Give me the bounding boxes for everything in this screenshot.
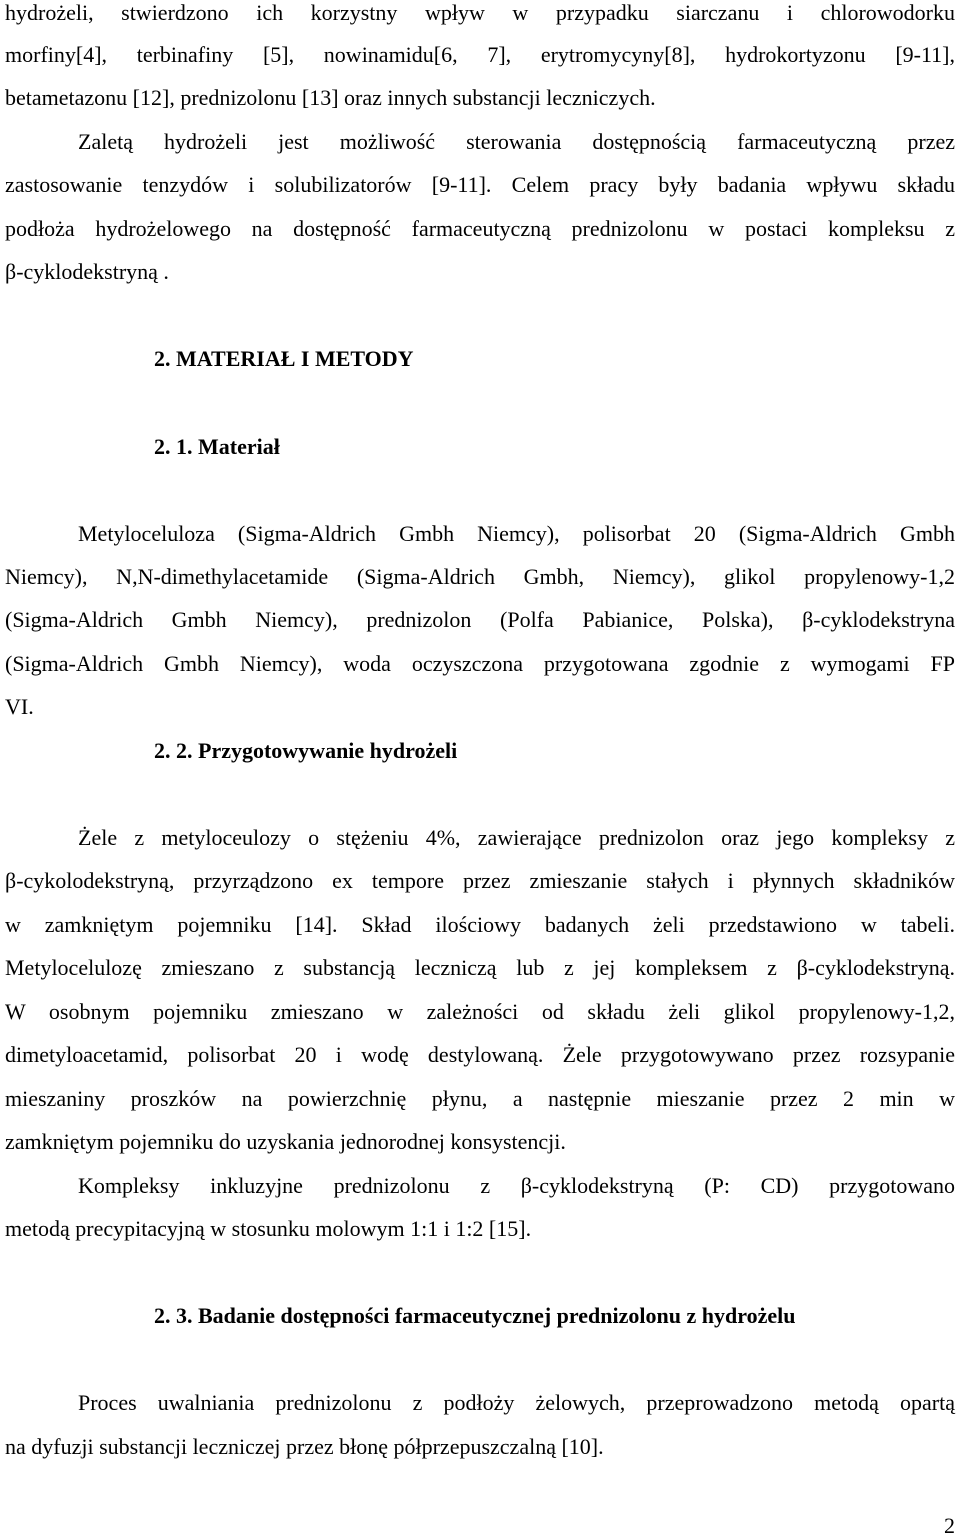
paragraph-line: dimetyloacetamid, polisorbat 20 i wodę destylowaną. Żele przygotowywano przez rozsypanie bbox=[5, 1042, 955, 1067]
paragraph-line: (Sigma-Aldrich Gmbh Niemcy), woda oczyszczona przygotowana zgodnie z wymogami FP bbox=[5, 651, 955, 676]
paragraph-line: Kompleksy inkluzyjne prednizolonu z β-cyklodekstryną (P: CD) przygotowano bbox=[78, 1173, 955, 1198]
paragraph-line: na dyfuzji substancji leczniczej przez błonę półprzepuszczalną [10]. bbox=[5, 1434, 604, 1459]
paragraph-line: Żele z metyloceulozy o stężeniu 4%, zawierające prednizolon oraz jego kompleksy z bbox=[78, 825, 955, 850]
paragraph-line: mieszaniny proszków na powierzchnię płynu, a następnie mieszanie przez 2 min w bbox=[5, 1086, 955, 1111]
paragraph-line: morfiny[4], terbinafiny [5], nowinamidu[6, 7], erytromycyny[8], hydrokortyzonu [9-11], bbox=[5, 42, 955, 67]
paragraph-line: W osobnym pojemniku zmieszano w zależności od składu żeli glikol propylenowy-1,2, bbox=[5, 999, 955, 1024]
subsection-heading: 2. 1. Materiał bbox=[154, 434, 280, 459]
paragraph-line: Zaletą hydrożeli jest możliwość sterowania dostępnością farmaceutyczną przez bbox=[78, 129, 955, 154]
paragraph-line: Metyloceluloza (Sigma-Aldrich Gmbh Niemcy), polisorbat 20 (Sigma-Aldrich Gmbh bbox=[78, 521, 955, 546]
subsection-heading: 2. 2. Przygotowywanie hydrożeli bbox=[154, 738, 458, 763]
paragraph-line: w zamkniętym pojemniku [14]. Skład ilościowy badanych żeli przedstawiono w tabeli. bbox=[5, 912, 955, 937]
paragraph-line: zastosowanie tenzydów i solubilizatorów [9-11]. Celem pracy były badania wpływu składu bbox=[5, 172, 955, 197]
paragraph-line: Metylocelulozę zmieszano z substancją leczniczą lub z jej kompleksem z β-cyklodekstryną. bbox=[5, 955, 955, 980]
page-number: 2 bbox=[944, 1513, 955, 1538]
section-heading: 2. MATERIAŁ I METODY bbox=[154, 346, 414, 371]
subsection-heading: 2. 3. Badanie dostępności farmaceutycznej prednizolonu z hydrożelu bbox=[154, 1303, 796, 1328]
paragraph-line: podłoża hydrożelowego na dostępność farmaceutyczną prednizolonu w postaci kompleksu z bbox=[5, 216, 955, 241]
paragraph-line: Proces uwalniania prednizolonu z podłoży żelowych, przeprowadzono metodą opartą bbox=[78, 1390, 955, 1415]
paragraph-line: VI. bbox=[5, 694, 34, 719]
paragraph-line: zamkniętym pojemniku do uzyskania jednorodnej konsystencji. bbox=[5, 1129, 566, 1154]
paragraph-line: Niemcy), N,N-dimethylacetamide (Sigma-Aldrich Gmbh, Niemcy), glikol propylenowy-1,2 bbox=[5, 564, 955, 589]
paragraph-line: (Sigma-Aldrich Gmbh Niemcy), prednizolon (Polfa Pabianice, Polska), β-cyklodekstryna bbox=[5, 607, 955, 632]
paragraph-line: metodą precypitacyjną w stosunku molowym 1:1 i 1:2 [15]. bbox=[5, 1216, 532, 1241]
paragraph-line: β-cyklodekstryną . bbox=[5, 259, 169, 284]
paragraph-line: betametazonu [12], prednizolonu [13] oraz innych substancji leczniczych. bbox=[5, 85, 656, 110]
paragraph-line: hydrożeli, stwierdzono ich korzystny wpływ w przypadku siarczanu i chlorowodorku bbox=[5, 0, 955, 25]
paragraph-line: β-cykolodekstryną, przyrządzono ex tempore przez zmieszanie stałych i płynnych składników bbox=[5, 868, 955, 893]
